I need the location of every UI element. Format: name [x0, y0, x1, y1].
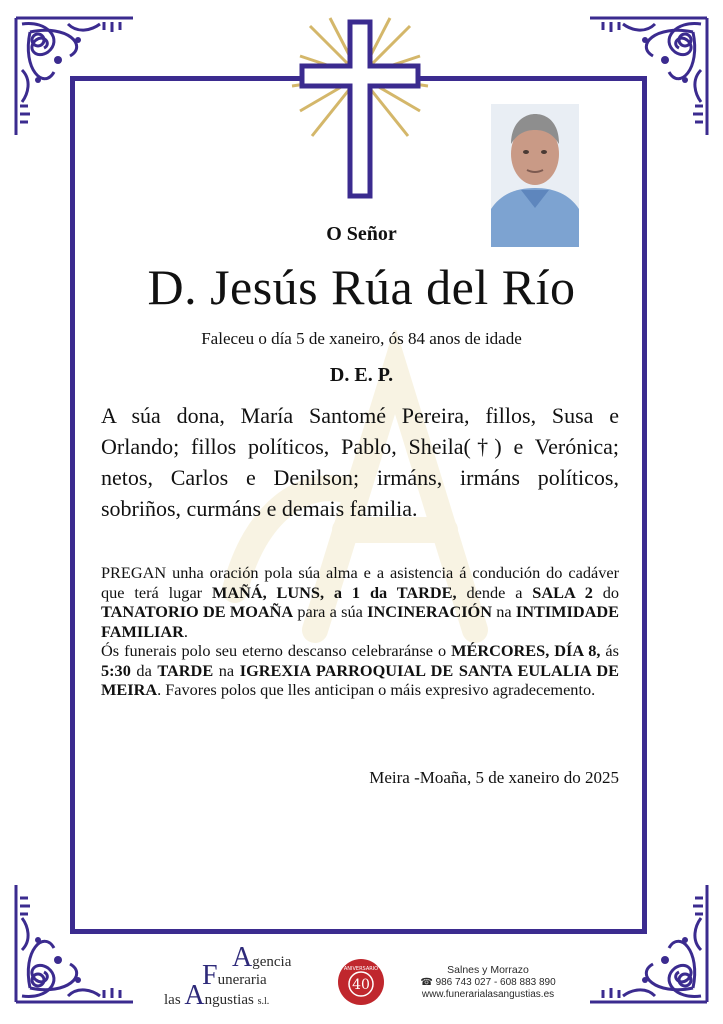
ceremony-text-2: Ós funerais polo seu eterno descanso celebraránse o MÉRCORES, DÍA 8, ás 5:30 da TARDE na IGREXIA PARROQUIAL DE SANTA EULALIA DE MEIRA. Favores polos que lles anticipan o máis expresivo agradecemento.	[101, 641, 619, 699]
cross-icon	[290, 16, 430, 202]
family-line: Orlando; fillos políticos, Pablo, Sheila(†) e Verónica;	[101, 434, 619, 459]
death-date-line: Faleceu o día 5 de xaneiro, ós 84 anos de idade	[201, 329, 522, 348]
rip-abbreviation: D. E. P.	[329, 364, 394, 386]
family-line: sobriños, curmáns e demais familia.	[101, 496, 418, 521]
family-line: A súa dona, María Santomé Pereira, fillos, Susa e	[101, 403, 619, 428]
website-link[interactable]: www.funerarialasangustias.es	[421, 989, 555, 1000]
family-paragraph	[101, 400, 619, 524]
ceremony-paragraph	[101, 563, 619, 700]
contact-info	[408, 964, 568, 1002]
family-line: netos, Carlos e Denilson; irmáns, irmáns políticos,	[101, 465, 619, 490]
region-label: Salnes y Morrazo	[447, 964, 529, 976]
deceased-name: D. Jesús Rúa del Río	[147, 259, 576, 315]
svg-text:ANIVERSARIO: ANIVERSARIO	[343, 966, 379, 972]
place-and-date: Meira -Moaña, 5 de xaneiro do 2025	[369, 768, 619, 787]
phone-numbers: ☎ 986 743 027 - 608 883 890	[420, 976, 556, 988]
svg-text:40: 40	[352, 977, 370, 993]
ceremony-text-1: PREGAN unha oración pola súa alma e a asistencia á condución do cadáver que terá lugar MAÑÁ, LUNS, a 1 da TARDE, dende a SALA 2 do TANATORIO DE MOAÑA para a súa INCINERACIÓN na INTIMIDADE FAMILIAR.	[101, 563, 619, 641]
anniversary-seal	[337, 958, 385, 1006]
funeral-home-logo: Agencia Funeraria las Angustias s.l.	[164, 942, 292, 1011]
title-small: O Señor	[326, 223, 397, 245]
